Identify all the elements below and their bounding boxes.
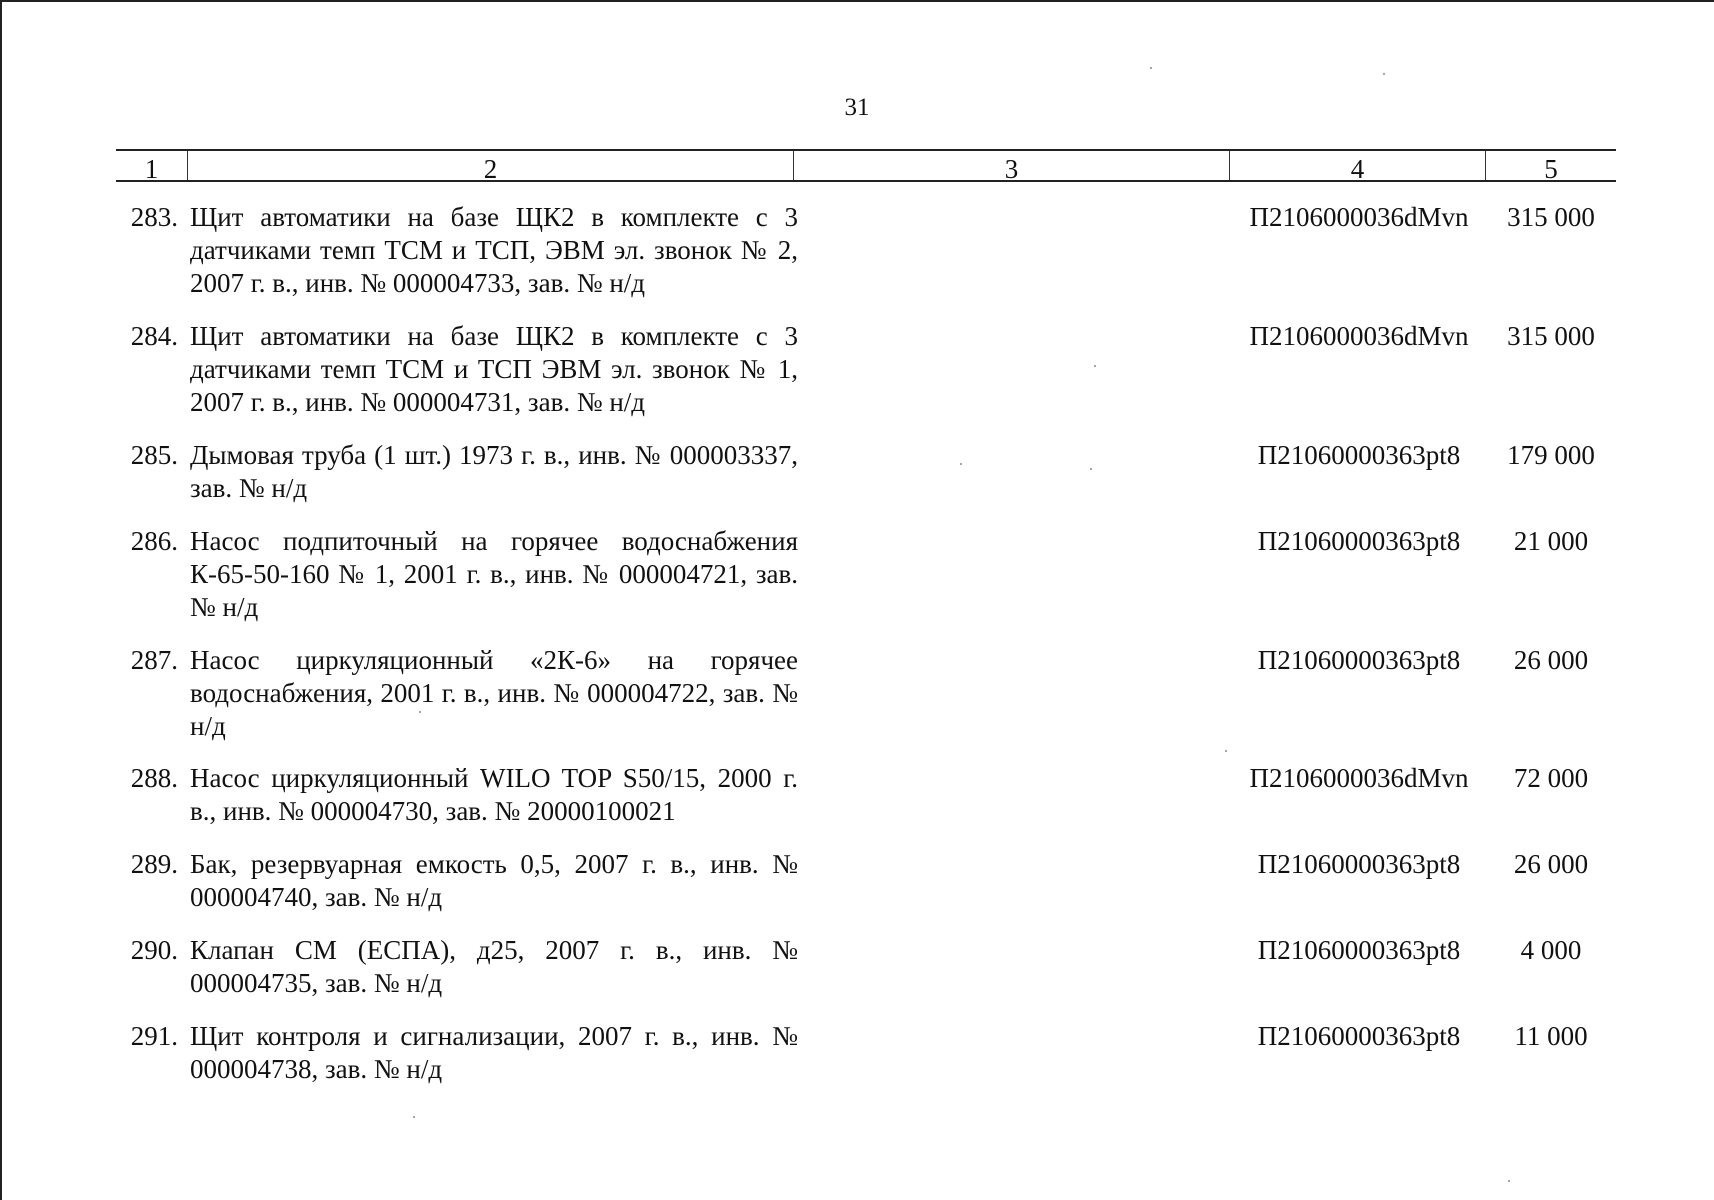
row-description: Щит автоматики на базе ЩК2 в комплекте с 3 датчиками темп ТСМ и ТСП, ЭВМ эл. звонок № 2, 2007 г. в., инв. № 000004733, зав. № н/д (190, 202, 798, 298)
row-code: П21060000363pt8 (1257, 849, 1461, 879)
column-header-3: 3 (794, 151, 1230, 180)
row-value: 11 000 (1514, 1021, 1588, 1051)
row-number: 286. (130, 526, 178, 556)
row-number: 290. (130, 935, 178, 965)
column-header-1: 1 (116, 151, 188, 180)
scan-speck (960, 463, 962, 465)
scan-edge-left (0, 0, 2, 1200)
row-value: 21 000 (1513, 526, 1589, 556)
scan-speck (1508, 1180, 1510, 1182)
row-description: Насос подпиточный на горячее водоснабжения К-65-50-160 № 1, 2001 г. в., инв. № 000004721, зав. № н/д (190, 526, 798, 622)
column-header-5: 5 (1544, 154, 1558, 184)
column-header-4: 4 (1230, 151, 1486, 180)
scan-edge-top (0, 0, 1714, 2)
row-number: 289. (130, 849, 178, 879)
row-number: 287. (130, 645, 178, 675)
row-code: П2106000036dMvn (1249, 321, 1469, 351)
row-value: 26 000 (1513, 645, 1589, 675)
scan-speck (1094, 365, 1096, 367)
scan-speck (1225, 750, 1227, 752)
row-code: П21060000363pt8 (1257, 526, 1461, 556)
row-description: Дымовая труба (1 шт.) 1973 г. в., инв. № 000003337, зав. № н/д (190, 440, 798, 503)
row-number: 283. (130, 202, 178, 232)
scan-speck (1383, 73, 1385, 75)
row-number: 288. (130, 763, 178, 793)
scan-speck (419, 711, 421, 713)
scan-speck (1150, 67, 1152, 69)
scan-speck (1090, 468, 1092, 470)
row-value: 315 000 (1507, 202, 1595, 232)
row-description: Насос циркуляционный WILO TOP S50/15, 2000 г. в., инв. № 000004730, зав. № 20000100021 (190, 763, 798, 826)
row-number: 285. (130, 440, 178, 470)
row-value: 179 000 (1507, 440, 1595, 470)
row-value: 26 000 (1513, 849, 1589, 879)
row-code: П21060000363pt8 (1257, 935, 1461, 965)
row-code: П2106000036dMvn (1249, 763, 1469, 793)
row-code: П2106000036dMvn (1249, 202, 1469, 232)
row-code: П21060000363pt8 (1257, 440, 1461, 470)
row-description: Бак, резервуарная емкость 0,5, 2007 г. в., инв. № 000004740, зав. № н/д (190, 849, 798, 912)
row-description: Щит контроля и сигнализации, 2007 г. в., инв. № 000004738, зав. № н/д (190, 1021, 798, 1084)
row-description: Щит автоматики на базе ЩК2 в комплекте с 3 датчиками темп ТСМ и ТСП ЭВМ эл. звонок № 1, 2007 г. в., инв. № 000004731, зав. № н/д (190, 321, 798, 417)
row-description: Клапан СМ (ЕСПА), д25, 2007 г. в., инв. № 000004735, зав. № н/д (190, 935, 798, 998)
row-number: 284. (130, 321, 178, 351)
row-description: Насос циркуляционный «2К-6» на горячее водоснабжения, 2001 г. в., инв. № 000004722, зав. № н/д (190, 645, 798, 741)
column-header-2: 2 (188, 151, 794, 180)
row-value: 72 000 (1513, 763, 1589, 793)
row-number: 291. (130, 1021, 178, 1051)
scan-speck (413, 1116, 415, 1118)
row-value: 4 000 (1520, 935, 1582, 965)
page-number-text: 31 (844, 94, 870, 121)
table-header (116, 149, 1616, 182)
row-value: 315 000 (1507, 321, 1595, 351)
row-code: П21060000363pt8 (1257, 645, 1461, 675)
row-code: П21060000363pt8 (1257, 1021, 1461, 1051)
page-number (0, 94, 1714, 122)
